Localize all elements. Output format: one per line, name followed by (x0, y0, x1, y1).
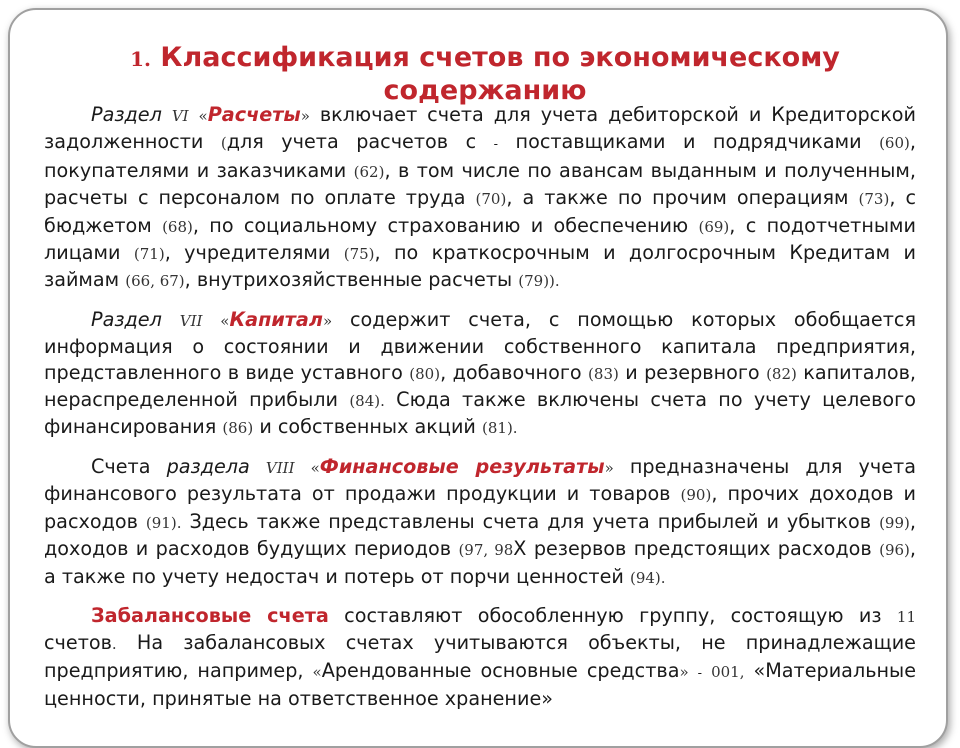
account-number: (80) (409, 364, 441, 383)
text-run: , а также по учету недостач и потерь от порчи ценностей (44, 537, 916, 588)
content-body (44, 102, 916, 724)
text-run: - (697, 665, 703, 681)
text-run: , в том числе по авансам выданным и полученным, расчеты с персоналом по оплате труда (44, 158, 917, 210)
text-run: Сюда также включены счета по учету целевого финансирования (44, 388, 916, 439)
account-number: (99) (879, 513, 910, 532)
text-run: Раздел (91, 307, 162, 331)
paragraph-settlements (44, 102, 916, 295)
account-number: (71) (133, 245, 165, 264)
account-number: (81). (482, 419, 518, 438)
text-run: » (679, 662, 689, 681)
paragraph-off-balance (44, 603, 916, 712)
text-run: , внутрихозяйственные расчеты (184, 268, 513, 292)
account-number: (82) (766, 364, 797, 383)
text-run: , с подотчетными лицами (44, 213, 916, 265)
account-number: (90) (680, 486, 712, 505)
text-run: « (198, 107, 208, 125)
text-run: « (310, 458, 320, 477)
text-run: «Материальные ценности, принятые на ответственное хранение» (44, 658, 917, 711)
account-number: (86) (222, 419, 254, 438)
section-name: Капитал (229, 307, 323, 331)
text-run: , прочих доходов и расходов (44, 482, 916, 533)
account-number: (60) (879, 134, 910, 153)
text-run: » (322, 311, 333, 330)
account-number: (70) (475, 190, 507, 209)
title-number: 1. (130, 47, 151, 71)
account-number: (62) (353, 162, 385, 181)
account-number: (83) (588, 364, 619, 383)
text-run: Счета (91, 454, 151, 478)
text-run: Здесь также представлены счета для учета прибылей и убытков (189, 509, 872, 533)
text-run: ( (220, 134, 227, 153)
text-run: , по социальному страхованию и обеспечению (192, 213, 689, 237)
text-run: , с бюджетом (44, 186, 916, 237)
text-run: капиталов, нераспределенной прибыли (44, 360, 916, 412)
text-run: составляют обособленную группу, состоящую из (344, 603, 882, 627)
section-name: Финансовые результаты (319, 454, 605, 478)
account-number: (91). (145, 513, 182, 532)
section-number: VIII (265, 458, 295, 477)
paragraph-capital (44, 307, 916, 442)
page-title (60, 42, 910, 107)
text-run: Раздел (91, 103, 162, 126)
title-text: Классификация счетов по экономическому содержанию (160, 42, 840, 106)
text-run: « (220, 311, 230, 330)
text-run: , покупателями и заказчиками (44, 130, 916, 182)
account-number: (84). (349, 392, 385, 411)
text-run: « (312, 662, 322, 681)
text-run: включает счета для учета дебиторской и Кредиторской задолженности (44, 103, 917, 154)
account-number: (73) (858, 190, 890, 209)
account-number: (68) (162, 217, 193, 236)
account-number: (79)). (518, 272, 560, 291)
account-number: (69) (698, 217, 730, 236)
account-number: (75) (343, 245, 375, 264)
text-run: счетов (44, 631, 112, 655)
account-number: 11 (896, 607, 916, 626)
text-run: , доходов и расходов будущих периодов (44, 509, 916, 561)
text-run: , по краткосрочным и долгосрочным Кредитам и займам (44, 241, 916, 292)
account-number: (66, 67) (125, 272, 185, 291)
text-run: » (604, 458, 614, 477)
text-run: , а также по прочим операциям (506, 186, 849, 210)
account-number: (94). (629, 568, 666, 587)
account-number: 001, (711, 662, 745, 681)
account-number: (96) (879, 541, 910, 560)
text-run: содержит счета, с помощью которых обобщается информация о состоянии и движении собственного капитала предприятия, представленного в виде уставного (44, 307, 916, 384)
account-number: (97, 98 (458, 541, 514, 560)
text-run: , добавочного (440, 360, 582, 384)
section-number: VI (171, 107, 189, 125)
text-run: и собственных акций (259, 415, 476, 439)
text-run: » (300, 107, 310, 125)
text-run: Х резервов предстоящих расходов (513, 537, 872, 561)
text-run: , учредителями (164, 241, 331, 265)
section-name: Расчеты (207, 103, 301, 126)
text-run: предназначены для учета финансового результата от продажи продукции и товаров (44, 454, 916, 506)
section-number: VII (179, 311, 203, 330)
text-run: и резервного (625, 360, 760, 384)
text-run: . (111, 635, 117, 654)
text-run: поставщиками и подрядчиками (515, 130, 862, 154)
text-run: На забалансовых счетах учитываются объекты, не принадлежащие предприятию, например, (44, 631, 916, 682)
section-name: Забалансовые счета (91, 603, 329, 627)
text-run: Арендованные основные средства (321, 658, 680, 682)
text-run: для учета расчетов с (226, 130, 477, 154)
text-run: - (493, 137, 499, 153)
paragraph-financial-results (44, 454, 916, 591)
text-run: раздела (166, 454, 250, 478)
